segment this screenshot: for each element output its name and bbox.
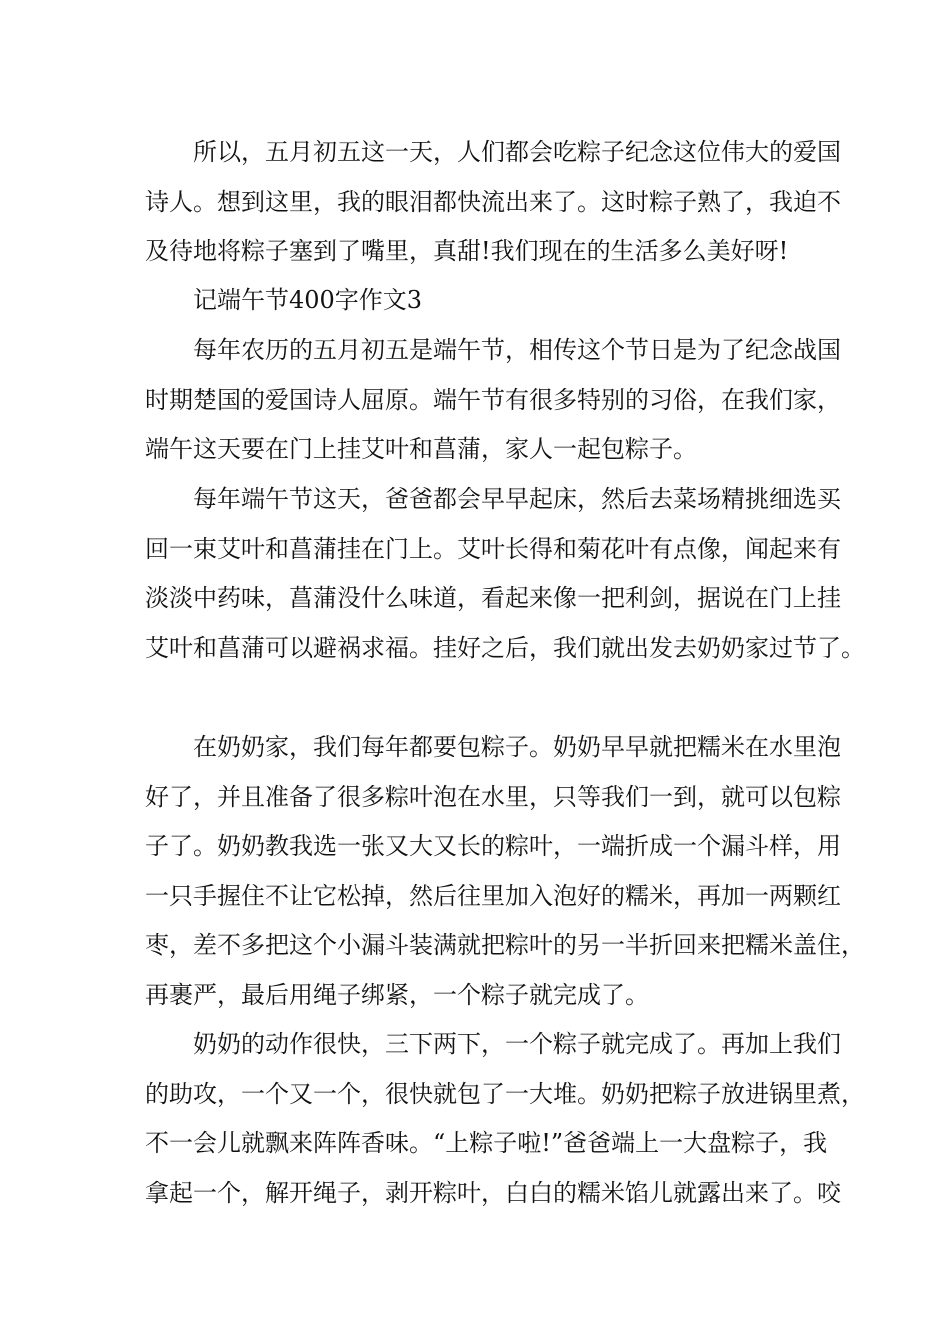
text-line: 不一会儿就飘来阵阵香味。“上粽子啦!”爸爸端上一大盘粽子，我	[145, 1129, 828, 1157]
text-line: 淡淡中药味，菖蒲没什么味道，看起来像一把利剑，据说在门上挂	[145, 584, 841, 612]
paragraph	[145, 326, 841, 475]
text-line: 艾叶和菖蒲可以避祸求福。挂好之后，我们就出发去奶奶家过节了。	[145, 633, 865, 662]
text-line: 枣，差不多把这个小漏斗装满就把粽叶的另一半折回来把糯米盖住，	[145, 931, 865, 959]
paragraph	[145, 128, 841, 277]
paragraph	[145, 1020, 865, 1218]
text-line: 及待地将粽子塞到了嘴里，真甜!我们现在的生活多么美好呀!	[145, 237, 789, 265]
heading-text: 记端午节400字作文3	[193, 286, 423, 314]
text-line: 所以，五月初五这一天，人们都会吃粽子纪念这位伟大的爱国	[193, 138, 841, 166]
text-line: 好了，并且准备了很多粽叶泡在水里，只等我们一到，就可以包粽	[145, 782, 841, 811]
text-line: 回一束艾叶和菖蒲挂在门上。艾叶长得和菊花叶有点像，闻起来有	[145, 534, 841, 563]
text-line: 诗人。想到这里，我的眼泪都快流出来了。这时粽子熟了，我迫不	[145, 187, 841, 216]
text-line: 在奶奶家，我们每年都要包粽子。奶奶早早就把糯米在水里泡	[193, 733, 841, 761]
text-line: 每年农历的五月初五是端午节，相传这个节日是为了纪念战国	[193, 336, 841, 364]
text-line: 时期楚国的爱国诗人屈原。端午节有很多特别的习俗，在我们家，	[145, 385, 841, 414]
text-line: 的助攻，一个又一个，很快就包了一大堆。奶奶把粽子放进锅里煮，	[145, 1079, 865, 1108]
text-line: 奶奶的动作很快，三下两下，一个粽子就完成了。再加上我们	[193, 1030, 841, 1058]
text-line: 再裹严，最后用绳子绑紧，一个粽子就完成了。	[145, 980, 649, 1009]
text-line: 拿起一个，解开绳子，剥开粽叶，白白的糯米馅儿就露出来了。咬	[145, 1178, 841, 1207]
text-line: 子了。奶奶教我选一张又大又长的粽叶，一端折成一个漏斗样，用	[145, 832, 841, 860]
section-heading	[145, 276, 825, 326]
paragraph	[145, 723, 865, 1020]
paragraph	[145, 475, 865, 673]
text-line: 一只手握住不让它松掉，然后往里加入泡好的糯米，再加一两颗红	[145, 881, 841, 910]
text-line: 端午这天要在门上挂艾叶和菖蒲，家人一起包粽子。	[145, 435, 697, 463]
text-line: 每年端午节这天，爸爸都会早早起床，然后去菜场精挑细选买	[193, 485, 841, 513]
